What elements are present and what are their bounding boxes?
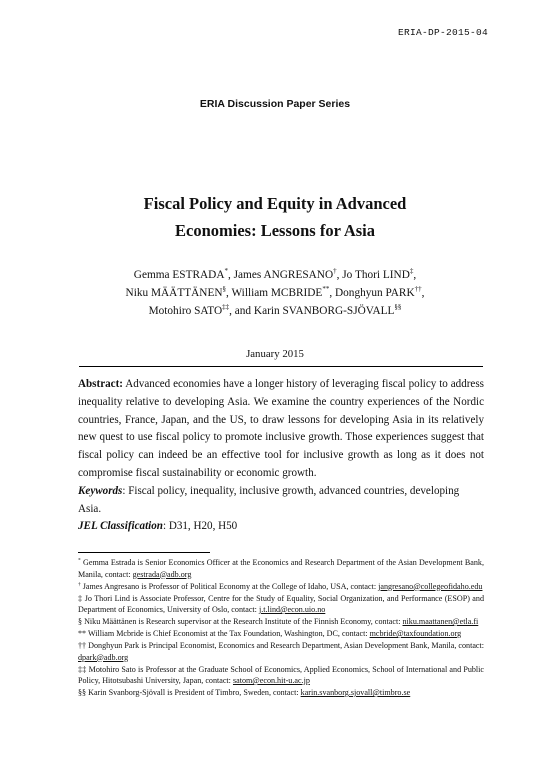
footnote-text: Donghyun Park is Principal Economist, Economics and Research Department, Asian Development Bank, Manila, contact:: [86, 641, 485, 650]
paper-title-line-2: Economies: Lessons for Asia: [175, 221, 375, 240]
email-link[interactable]: j.t.lind@econ.uio.no: [258, 605, 326, 614]
author-list: [0, 266, 550, 320]
footnote-mark: †: [78, 580, 81, 587]
author-footnote-mark: **: [322, 285, 330, 294]
author-separator: ,: [336, 269, 343, 281]
footnote-mark: ††: [78, 641, 87, 650]
author-footnote-mark: †: [333, 267, 337, 276]
keywords: [78, 483, 484, 519]
footnote-text: Niku Määttänen is Research supervisor at the Research Institute of the Finnish Economy, contact:: [82, 617, 403, 626]
footnote-text: James Angresano is Professor of Political Economy at the College of Idaho, USA, contact:: [80, 581, 379, 591]
footnote-text: Motohiro Sato is Professor at the Graduate School of Economics, Applied Economics, School of International and Public Policy, Hitotsubashi University, Japan, contact:: [78, 664, 484, 685]
author-name: Donghyun PARK: [335, 287, 415, 299]
footnote: [78, 557, 484, 580]
paper-title-line-1: Fiscal Policy and Equity in Advanced: [143, 194, 407, 213]
series-title: ERIA Discussion Paper Series: [199, 98, 351, 110]
author-separator: ,: [421, 287, 425, 299]
author-footnote-mark: §§: [394, 303, 402, 312]
abstract-label: Abstract:: [78, 378, 123, 390]
footnote: [78, 593, 484, 616]
email-link[interactable]: satom@econ.hit-u.ac.jp: [232, 676, 310, 685]
author-name: Niku MÄÄTTÄNEN: [125, 287, 223, 299]
footnote: [78, 628, 484, 640]
email-link[interactable]: mcbride@taxfoundation.org: [369, 629, 462, 638]
keywords-text: : Fiscal policy, inequality, inclusive growth, advanced countries, developing Asia.: [78, 484, 460, 515]
author-separator: ,: [227, 269, 234, 281]
footnote-text: Gemma Estrada is Senior Economics Officer at the Economics and Research Department of the Asian Development Bank, Manila, contact:: [78, 558, 484, 579]
footnote-mark: §: [78, 617, 83, 626]
abstract: [78, 376, 484, 536]
author-line-1: [0, 266, 550, 284]
footnote-text: William Mcbride is Chief Economist at the Tax Foundation, Washington, DC, contact:: [86, 629, 370, 638]
footnote-mark: **: [78, 629, 87, 638]
email-link[interactable]: niku.maattanen@etla.fi: [402, 617, 479, 626]
footnote: [78, 616, 484, 628]
author-line-3: [0, 302, 550, 320]
footnote: [78, 664, 484, 687]
footnote-mark: *: [78, 557, 81, 564]
document-id: ERIA-DP-2015-04: [397, 27, 488, 38]
author-name: William MCBRIDE: [231, 287, 323, 299]
jel-label: JEL Classification: [78, 520, 163, 533]
abstract-text: Advanced economies have a longer history of leveraging fiscal policy to address inequality relative to developing Asia. We examine the country experiences of the Nordic countries, France, Japan, and the US, to draw lessons for developing Asia in its relatively new quest to use fiscal policy to promote inclusive growth. Those experiences suggest that fiscal policy can indeed be an effective tool for inclusive growth as long as it does not compromise fiscal sustainability or economic growth.: [78, 378, 484, 479]
footnote-text: Karin Svanborg-Sjövall is President of Timbro, Sweden, contact:: [86, 688, 301, 697]
jel-text: : D31, H20, H50: [162, 520, 238, 533]
author-name: James ANGRESANO: [233, 269, 334, 281]
footnote-mark: §§: [78, 688, 87, 697]
author-separator: , and: [229, 305, 254, 317]
author-name: Karin SVANBORG-SJÖVALL: [253, 305, 395, 317]
email-link[interactable]: dpark@adb.org: [78, 652, 129, 662]
author-footnote-mark: ‡: [409, 267, 414, 276]
publication-date: January 2015: [246, 348, 304, 360]
author-name: Jo Thori LIND: [342, 269, 410, 281]
author-separator: ,: [329, 287, 335, 299]
author-footnote-mark: *: [224, 267, 228, 276]
email-link[interactable]: jangresano@collegeofidaho.edu: [378, 581, 483, 591]
email-link[interactable]: gestrada@adb.org: [132, 569, 192, 579]
footnote-divider: [78, 552, 210, 553]
author-footnote-mark: ‡‡: [222, 303, 230, 312]
author-footnote-mark: ††: [414, 285, 422, 294]
author-name: Gemma ESTRADA: [133, 269, 225, 281]
keywords-label: Keywords: [78, 484, 123, 497]
footnote-text: Jo Thori Lind is Associate Professor, Centre for the Study of Equality, Social Organization, and Performance (ESOP) and Department of Economics, University of Oslo, contact:: [78, 593, 484, 614]
author-separator: ,: [226, 287, 232, 299]
author-separator: ,: [413, 269, 417, 281]
author-name: Motohiro SATO: [148, 305, 223, 317]
footnote: [78, 687, 484, 699]
author-footnote-mark: §: [222, 285, 227, 294]
footnotes: [78, 557, 484, 699]
footnote: [78, 640, 484, 663]
author-line-2: [0, 284, 550, 302]
footnote: [78, 581, 484, 593]
divider: [79, 366, 483, 367]
abstract-paragraph: [78, 376, 484, 483]
footnote-mark: ‡: [78, 593, 83, 603]
paper-title: [0, 190, 550, 244]
jel-classification: [78, 518, 484, 536]
footnote-mark: ‡‡: [78, 664, 87, 674]
email-link[interactable]: karin.svanborg.sjovall@timbro.se: [300, 688, 411, 697]
